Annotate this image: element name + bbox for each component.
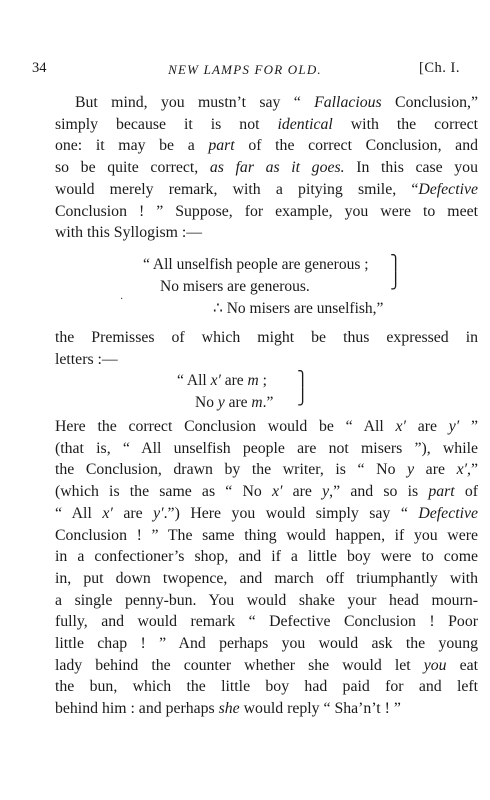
text-line: fully, and would remark “ Defective Conclusion ! Poor [55, 613, 478, 631]
text-line: lady behind the counter whether she would let you eat [55, 656, 478, 674]
paragraph-1 [55, 92, 478, 244]
paragraph-3 [55, 416, 478, 720]
running-title: NEW LAMPS FOR OLD. [168, 62, 322, 77]
premises-brace: ⎫ ⎭ [390, 256, 402, 290]
text-line: a single penny-bun. You would shake your head mourn- [55, 591, 478, 609]
chapter-reference: [Ch. I. [419, 60, 460, 76]
symbolic-premise-2: No y are m.” [195, 394, 274, 411]
text-line: “ All x′ are y′.”) Here you would simply say “ Defective [55, 504, 479, 522]
text-line: the Premisses of which might be thus expressed in [55, 329, 478, 346]
text-line: the bun, which the little boy had paid for and left [55, 678, 478, 696]
paragraph-2 [55, 327, 478, 370]
text-line: so be quite correct, as far as it goes. In this case you [55, 159, 478, 177]
premise-2: No misers are generous. [160, 278, 310, 295]
text-line: letters :— [55, 350, 118, 368]
text-line: with this Syllogism :— [55, 224, 203, 242]
text-line: one: it may be a part of the correct Conclusion, and [55, 137, 478, 155]
text-line: would merely remark, with a pitying smile, “Defective [55, 180, 478, 198]
premise-1: “ All unselfish people are generous ; [143, 256, 369, 273]
text-line: in, put down twopence, and march off triumphantly with [55, 569, 478, 587]
text-line: (that is, “ All unselfish people are not misers ”), while [55, 439, 478, 457]
text-line: behind him : and perhaps she would reply “ Sha’n’t ! ” [55, 700, 401, 718]
symbolic-premise-1: “ All x′ are m ; [177, 372, 267, 389]
page-number: 34 [32, 60, 47, 76]
text-line: little chap ! ” And perhaps you would ask the young [55, 635, 478, 653]
text-line: in a confectioner’s shop, and if a little boy were to come [55, 548, 478, 566]
text-line: But mind, you mustn’t say “ Fallacious Conclusion,” [75, 94, 478, 111]
text-line: Here the correct Conclusion would be “ All x′ are y′ ” [55, 418, 478, 435]
symbolic-brace: ⎫ ⎭ [297, 372, 309, 406]
text-line: the Conclusion, drawn by the writer, is “ No y are x′,” [55, 461, 478, 479]
text-line: Conclusion ! ” Suppose, for example, you were to meet [55, 202, 478, 220]
stray-dot: · [120, 294, 124, 305]
text-line: Conclusion ! ” The same thing would happen, if you were [55, 526, 478, 544]
conclusion: ∴ No misers are unselfish,” [213, 300, 384, 317]
text-line: simply because it is not identical with the correct [55, 115, 479, 133]
syllogism-example [143, 254, 383, 320]
symbolic-syllogism [177, 370, 273, 414]
text-line: (which is the same as “ No x′ are y,” and so is part of [55, 483, 479, 501]
page-header [30, 60, 460, 82]
